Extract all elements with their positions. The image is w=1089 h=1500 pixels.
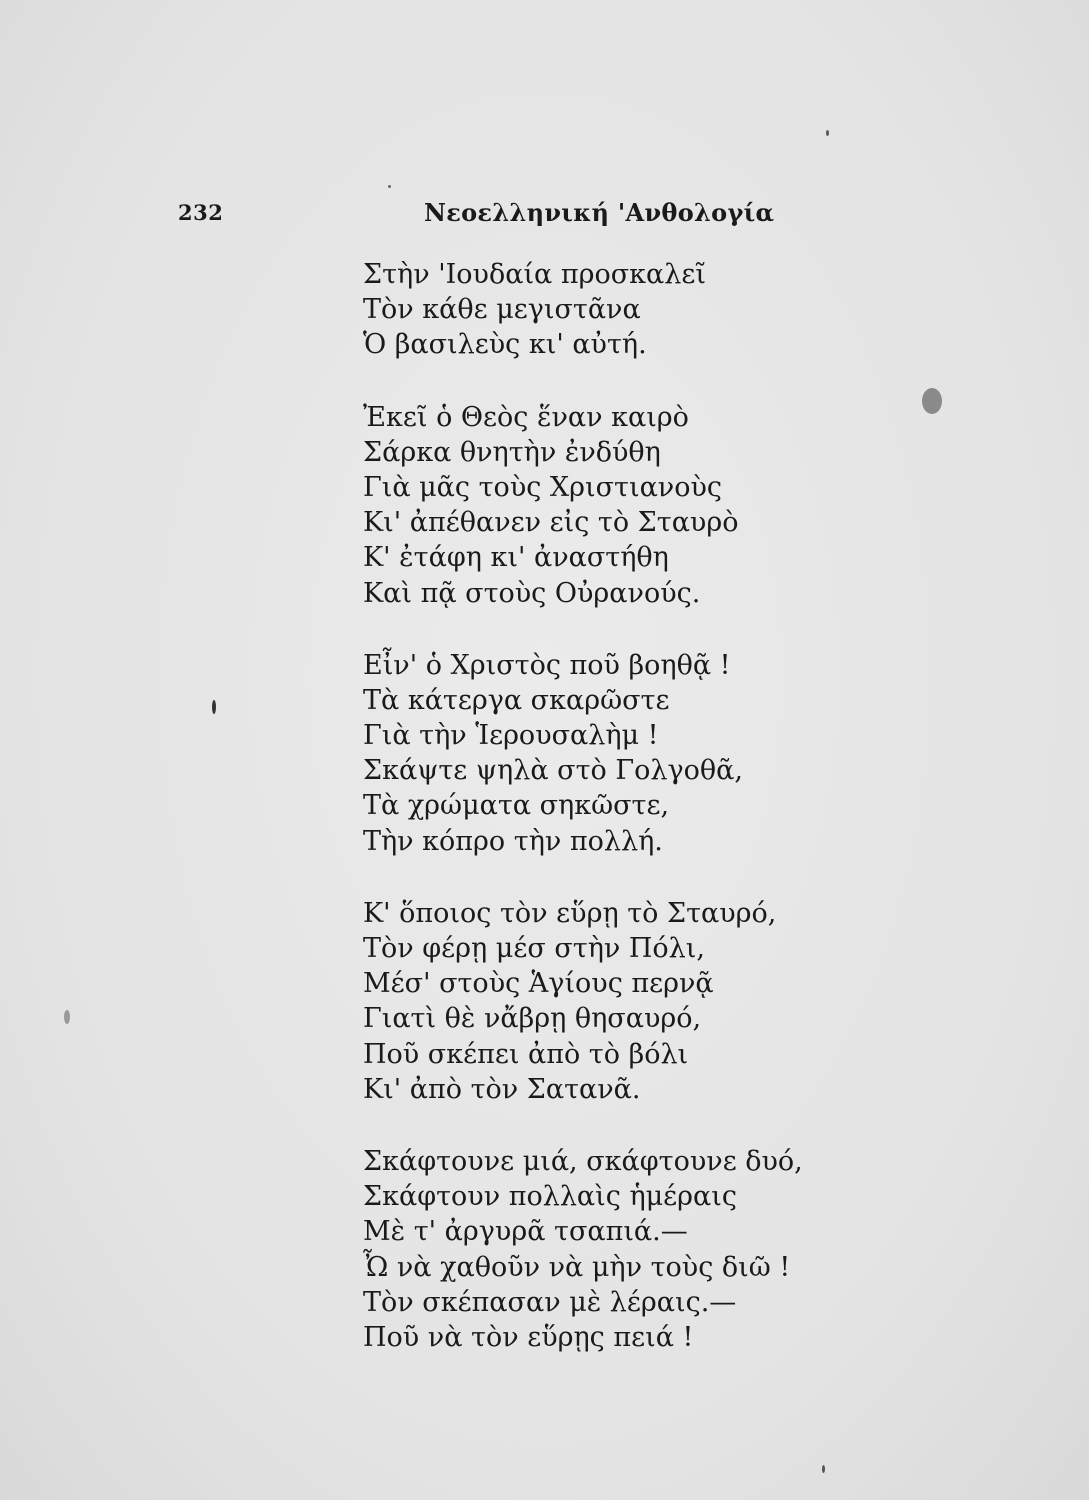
- verse-line: Σκάψτε ψηλὰ στὸ Γολγοθᾶ,: [363, 755, 743, 787]
- verse-line: Σκάφτουν πολλαὶς ἡμέραις: [363, 1181, 737, 1213]
- verse-line: Ποῦ νὰ τὸν εὕρῃς πειά !: [363, 1321, 694, 1353]
- verse-line: Τὸν φέρῃ μέσ στὴν Πόλι,: [363, 933, 705, 964]
- verse-line: Κ' ἐτάφη κι' ἀναστήθη: [363, 542, 669, 574]
- verse-line: Ὦ νὰ χαθοῦν νὰ μὴν τοὺς διῶ !: [363, 1251, 791, 1283]
- verse-line: Γιατὶ θὲ νἄβρῃ θησαυρό,: [363, 1003, 702, 1035]
- paper-blemish: [64, 1010, 70, 1024]
- poem: [363, 257, 1003, 1392]
- verse-line: Εἶν' ὁ Χριστὸς ποῦ βοηθᾷ !: [363, 649, 731, 681]
- verse-line: Κι' ἀπὸ τὸν Σατανᾶ.: [363, 1073, 641, 1105]
- paper-blemish: [212, 700, 216, 714]
- verse-line: Γιὰ τὴν Ἱερουσαλὴμ !: [363, 720, 659, 752]
- stanza: [363, 257, 1003, 363]
- page-number: 232: [178, 200, 224, 225]
- stanza: [363, 648, 1003, 859]
- verse-line: Γιὰ μᾶς τοὺς Χριστιανοὺς: [363, 471, 723, 503]
- verse-line: Ποῦ σκέπει ἀπὸ τὸ βόλι: [363, 1038, 689, 1070]
- verse-line: Μὲ τ' ἀργυρᾶ τσαπιά.—: [363, 1216, 688, 1248]
- running-title: Νεοελληνική 'Ανθολογία: [424, 198, 775, 227]
- stanza: [363, 1144, 1003, 1355]
- verse-line: Τὰ χρώματα σηκῶστε,: [363, 790, 670, 822]
- verse-line: Σκάφτουνε μιά, σκάφτουνε δυό,: [363, 1145, 803, 1177]
- paper-blemish: [822, 1465, 825, 1473]
- stanza: [363, 896, 1003, 1107]
- verse-line: Καὶ πᾷ στοὺς Οὐρανούς.: [363, 577, 701, 609]
- verse-line: Ὁ βασιλεὺς κι' αὐτή.: [363, 329, 647, 361]
- paper-blemish: [826, 130, 829, 136]
- verse-line: Μέσ' στοὺς Ἁγίους περνᾷ: [363, 968, 714, 1000]
- paper-blemish: [388, 185, 391, 188]
- stanza: [363, 400, 1003, 611]
- verse-line: Τὸν κάθε μεγιστᾶνα: [363, 294, 641, 326]
- paper-blemish: [922, 388, 942, 414]
- verse-line: Τὸν σκέπασαν μὲ λέραις.—: [363, 1286, 737, 1318]
- verse-line: Στὴν 'Ιουδαία προσκαλεῖ: [363, 259, 706, 290]
- verse-line: Κι' ἀπέθανεν εἰς τὸ Σταυρὸ: [363, 507, 739, 539]
- verse-line: Τὴν κόπρο τὴν πολλή.: [363, 825, 663, 857]
- verse-line: Κ' ὅποιος τὸν εὕρῃ τὸ Σταυρό,: [363, 897, 777, 929]
- verse-line: Τὰ κάτεργα σκαρῶστε: [363, 684, 670, 716]
- verse-line: Σάρκα θνητὴν ἐνδύθη: [363, 436, 661, 468]
- verse-line: Ἐκεῖ ὁ Θεὸς ἕναν καιρὸ: [363, 401, 689, 433]
